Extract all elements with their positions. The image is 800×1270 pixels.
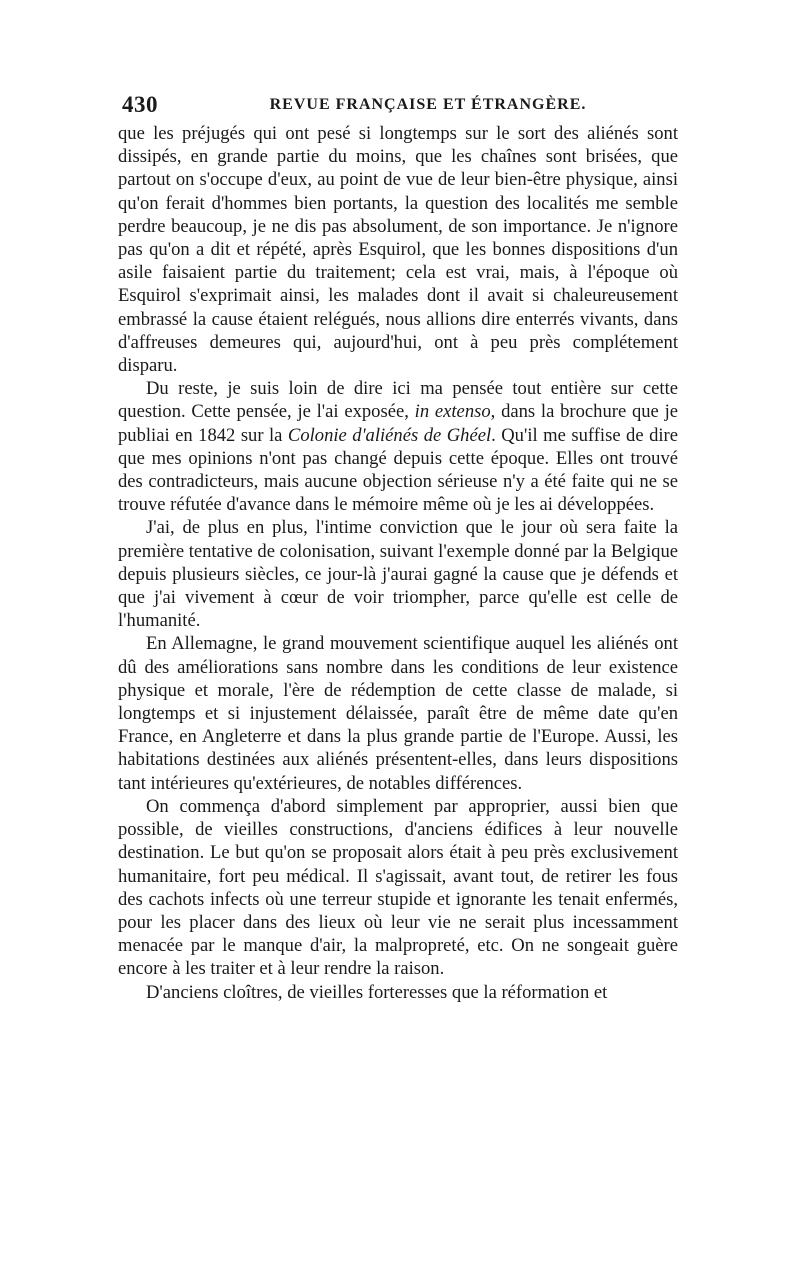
running-title: REVUE FRANÇAISE ET ÉTRANGÈRE. <box>269 96 587 113</box>
text-run: . Qu'il me suffise de dire que mes opinions n'ont pas changé depuis cette époque. Elles ont trouvé des contradicteurs, mais aucune objection sérieuse n'y a été faite qui ne se trouve réfutée d'avance dans le mémoire même où je les ai développées. <box>118 424 678 516</box>
page-number: 430 <box>122 92 158 117</box>
text-run: , dans la brochure que je publiai en 1842 sur la <box>118 401 679 446</box>
paragraph <box>118 516 678 632</box>
paragraph <box>118 795 678 981</box>
paragraph <box>118 377 678 516</box>
text-run: Du reste, je suis loin de dire ici ma pensée tout entière sur cette question. Cette pensée, je l'ai exposée, <box>118 378 678 423</box>
text-run: que les préjugés qui ont pesé si longtemps sur le sort des aliénés sont dissipés, en grande partie du moins, que les chaînes sont brisées, que partout on s'occupe d'eux, au point de vue de leur bien-être physique, ainsi qu'on ferait d'hommes bien portants, la question des localités me semble perdre beaucoup, je ne dis pas absolument, de son importance. Je n'ignore pas qu'on a dit et répété, après Esquirol, que les bonnes dispositions d'un asile faisaient partie du traitement; cela est vrai, mais, à l'époque où Esquirol s'exprimait ainsi, les malades dont il avait si chaleureusement embrassé la cause étaient relégués, nous allions dire enterrés vivants, dans d'affreuses demeures qui, aujourd'hui, ont à peu près complétement disparu. <box>118 123 678 377</box>
text-run: En Allemagne, le grand mouvement scientifique auquel les aliénés ont dû des améliorations sans nombre dans les conditions de leur existence physique et morale, l'ère de rédemption de cette classe de malade, si longtemps et si injustement délaissée, paraît être de même date qu'en France, en Angleterre et dans la plus grande partie de l'Europe. Aussi, les habitations destinées aux aliénés présentent-elles, dans leurs dispositions tant intérieures qu'extérieures, de notables différences. <box>118 633 678 794</box>
page-header <box>118 92 678 118</box>
paragraph <box>118 632 678 794</box>
italic-text: in extenso <box>414 401 491 423</box>
italic-text: Colonie d'aliénés de Ghéel <box>287 424 492 446</box>
text-run: D'anciens cloîtres, de vieilles forteresses que la réformation et <box>146 981 608 1003</box>
body-text <box>118 122 678 1004</box>
text-run: J'ai, de plus en plus, l'intime conviction que le jour où sera faite la première tentative de colonisation, suivant l'exemple donné par la Belgique depuis plusieurs siècles, ce jour-là j'aurai gagné la cause que je défends et que j'ai vivement à cœur de voir triompher, parce qu'elle est celle de l'humanité. <box>118 517 678 632</box>
paragraph <box>118 981 678 1004</box>
book-page <box>118 92 678 1004</box>
text-run: On commença d'abord simplement par approprier, aussi bien que possible, de vieilles constructions, d'anciens édifices à leur nouvelle destination. Le but qu'on se proposait alors était à peu près exclusivement humanitaire, fort peu médical. Il s'agissait, avant tout, de retirer les fous des cachots infects où une terreur stupide et ignorante les tenait enfermés, pour les placer dans des lieux où leur vie ne serait plus incessamment menacée par le manque d'air, la malpropreté, etc. On ne songeait guère encore à les traiter et à leur rendre la raison. <box>118 795 678 980</box>
paragraph <box>118 122 678 377</box>
